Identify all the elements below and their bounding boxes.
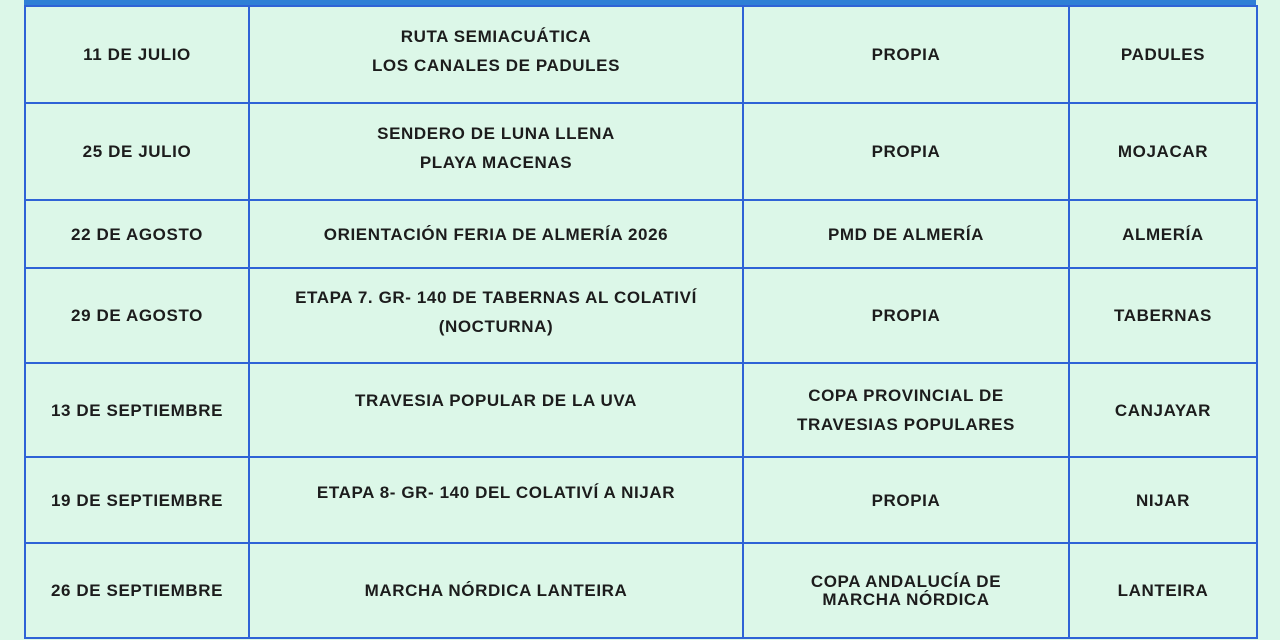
event-cell: ORIENTACIÓN FERIA DE ALMERÍA 2026 bbox=[249, 200, 743, 268]
organizer-cell: PROPIA bbox=[743, 457, 1069, 543]
organizer-cell: PROPIA bbox=[743, 103, 1069, 200]
table-row bbox=[25, 457, 1257, 543]
organizer-cell: PROPIA bbox=[743, 6, 1069, 103]
event-cell: ETAPA 7. GR- 140 DE TABERNAS AL COLATIVÍ (NOCTURNA) bbox=[249, 268, 743, 363]
events-table bbox=[24, 5, 1258, 639]
date-cell: 19 DE SEPTIEMBRE bbox=[25, 457, 249, 543]
event-cell: TRAVESIA POPULAR DE LA UVA bbox=[249, 363, 743, 457]
event-cell: ETAPA 8- GR- 140 DEL COLATIVÍ A NIJAR bbox=[249, 457, 743, 543]
organizer-cell: COPA PROVINCIAL DE TRAVESIAS POPULARES bbox=[743, 363, 1069, 457]
date-cell: 13 DE SEPTIEMBRE bbox=[25, 363, 249, 457]
table-row bbox=[25, 200, 1257, 268]
date-cell: 26 DE SEPTIEMBRE bbox=[25, 543, 249, 638]
table-row bbox=[25, 268, 1257, 363]
date-cell: 22 DE AGOSTO bbox=[25, 200, 249, 268]
organizer-cell: PMD DE ALMERÍA bbox=[743, 200, 1069, 268]
date-cell: 25 DE JULIO bbox=[25, 103, 249, 200]
place-cell: NIJAR bbox=[1069, 457, 1257, 543]
place-cell: TABERNAS bbox=[1069, 268, 1257, 363]
organizer-cell: COPA ANDALUCÍA DE MARCHA NÓRDICA bbox=[743, 543, 1069, 638]
date-cell: 11 DE JULIO bbox=[25, 6, 249, 103]
place-cell: LANTEIRA bbox=[1069, 543, 1257, 638]
date-cell: 29 DE AGOSTO bbox=[25, 268, 249, 363]
place-cell: PADULES bbox=[1069, 6, 1257, 103]
table-row bbox=[25, 6, 1257, 103]
table-row bbox=[25, 363, 1257, 457]
table-row bbox=[25, 103, 1257, 200]
event-cell: MARCHA NÓRDICA LANTEIRA bbox=[249, 543, 743, 638]
place-cell: MOJACAR bbox=[1069, 103, 1257, 200]
place-cell: ALMERÍA bbox=[1069, 200, 1257, 268]
place-cell: CANJAYAR bbox=[1069, 363, 1257, 457]
table-row bbox=[25, 543, 1257, 638]
organizer-cell: PROPIA bbox=[743, 268, 1069, 363]
event-cell: SENDERO DE LUNA LLENA PLAYA MACENAS bbox=[249, 103, 743, 200]
event-cell: RUTA SEMIACUÁTICA LOS CANALES DE PADULES bbox=[249, 6, 743, 103]
